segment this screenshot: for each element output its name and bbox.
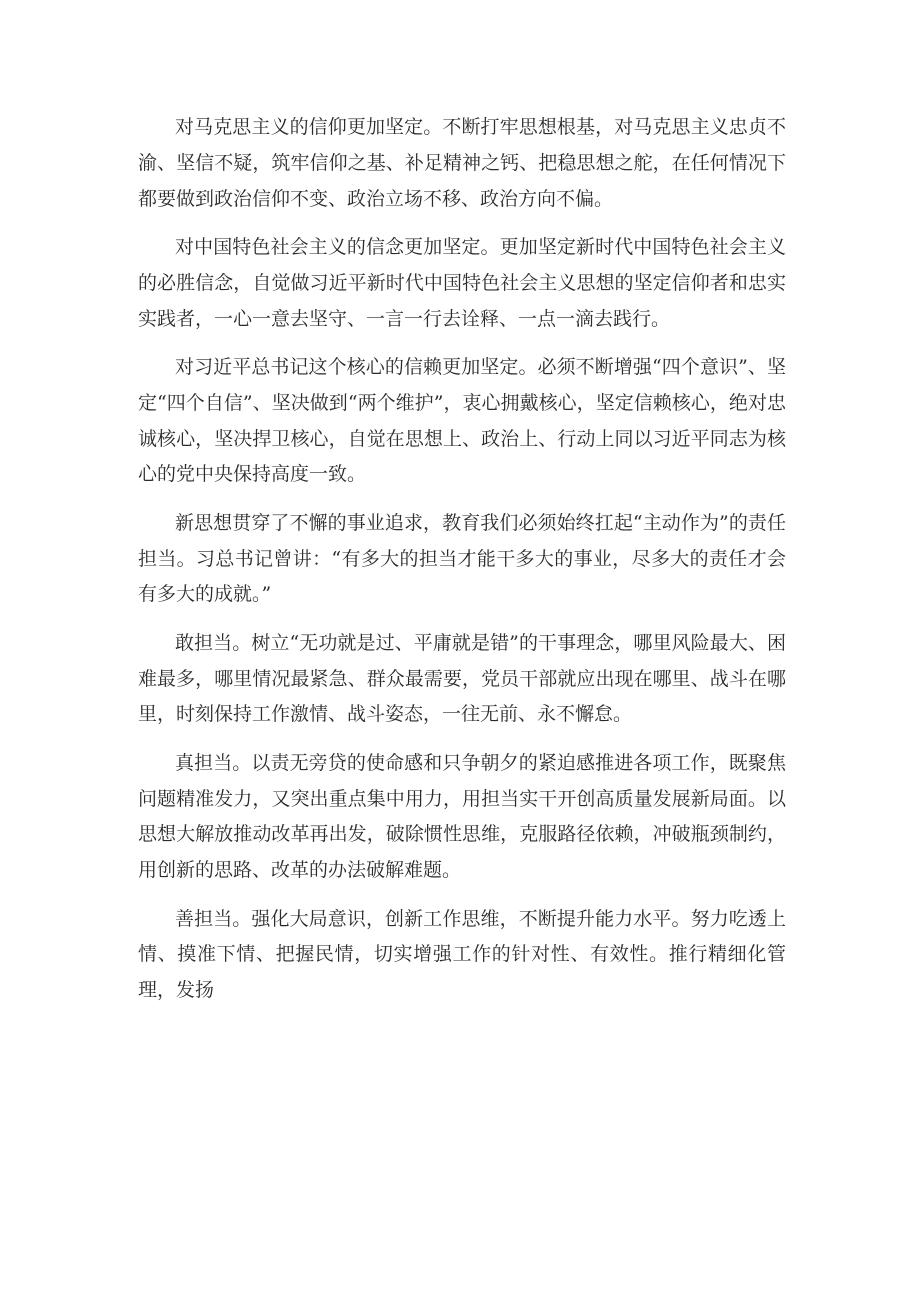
- paragraph-truly-take-charge: 真担当。以责无旁贷的使命感和只争朝夕的紧迫感推进各项工作，既聚焦问题精准发力，又突出重点集中用力，用担当实干开创高质量发展新局面。以思想大解放推动改革再出发，破除惯性思维，克服路径依赖，冲破瓶颈制约，用创新的思路、改革的办法破解难题。: [138, 751, 786, 882]
- paragraph-core-trust: 对习近平总书记这个核心的信赖更加坚定。必须不断增强“四个意识”、坚定“四个自信”、坚决做到“两个维护”，衷心拥戴核心，坚定信赖核心，绝对忠诚核心，坚决捍卫核心，自觉在思想上、政治上、行动上同以习近平同志为核心的党中央保持高度一致。: [138, 355, 786, 486]
- document-body: [138, 110, 786, 1021]
- paragraph-socialism-belief: 对中国特色社会主义的信念更加坚定。更加坚定新时代中国特色社会主义的必胜信念，自觉做习近平新时代中国特色社会主义思想的坚定信仰者和忠实实践者，一心一意去坚守、一言一行去诠释、一点一滴去践行。: [138, 235, 786, 330]
- paragraph-responsibility: 新思想贯穿了不懈的事业追求，教育我们必须始终扛起“主动作为”的责任担当。习总书记曾讲：“有多大的担当才能干多大的事业，尽多大的责任才会有多大的成就。”: [138, 511, 786, 606]
- paragraph-marxism-faith: 对马克思主义的信仰更加坚定。不断打牢思想根基，对马克思主义忠贞不渝、坚信不疑，筑牢信仰之基、补足精神之钙、把稳思想之舵，在任何情况下都要做到政治信仰不变、政治立场不移、政治方向不偏。: [138, 116, 786, 210]
- paragraph-dare-to-take-charge: 敢担当。树立“无功就是过、平庸就是错”的干事理念，哪里风险最大、困难最多，哪里情况最紧急、群众最需要，党员干部就应出现在哪里、战斗在哪里，时刻保持工作激情、战斗姿态，一往无前、永不懈怠。: [138, 631, 786, 726]
- paragraph-good-at-taking-charge: 善担当。强化大局意识，创新工作思维，不断提升能力水平。努力吃透上情、摸准下情、把握民情，切实增强工作的针对性、有效性。推行精细化管理，发扬: [138, 907, 786, 1002]
